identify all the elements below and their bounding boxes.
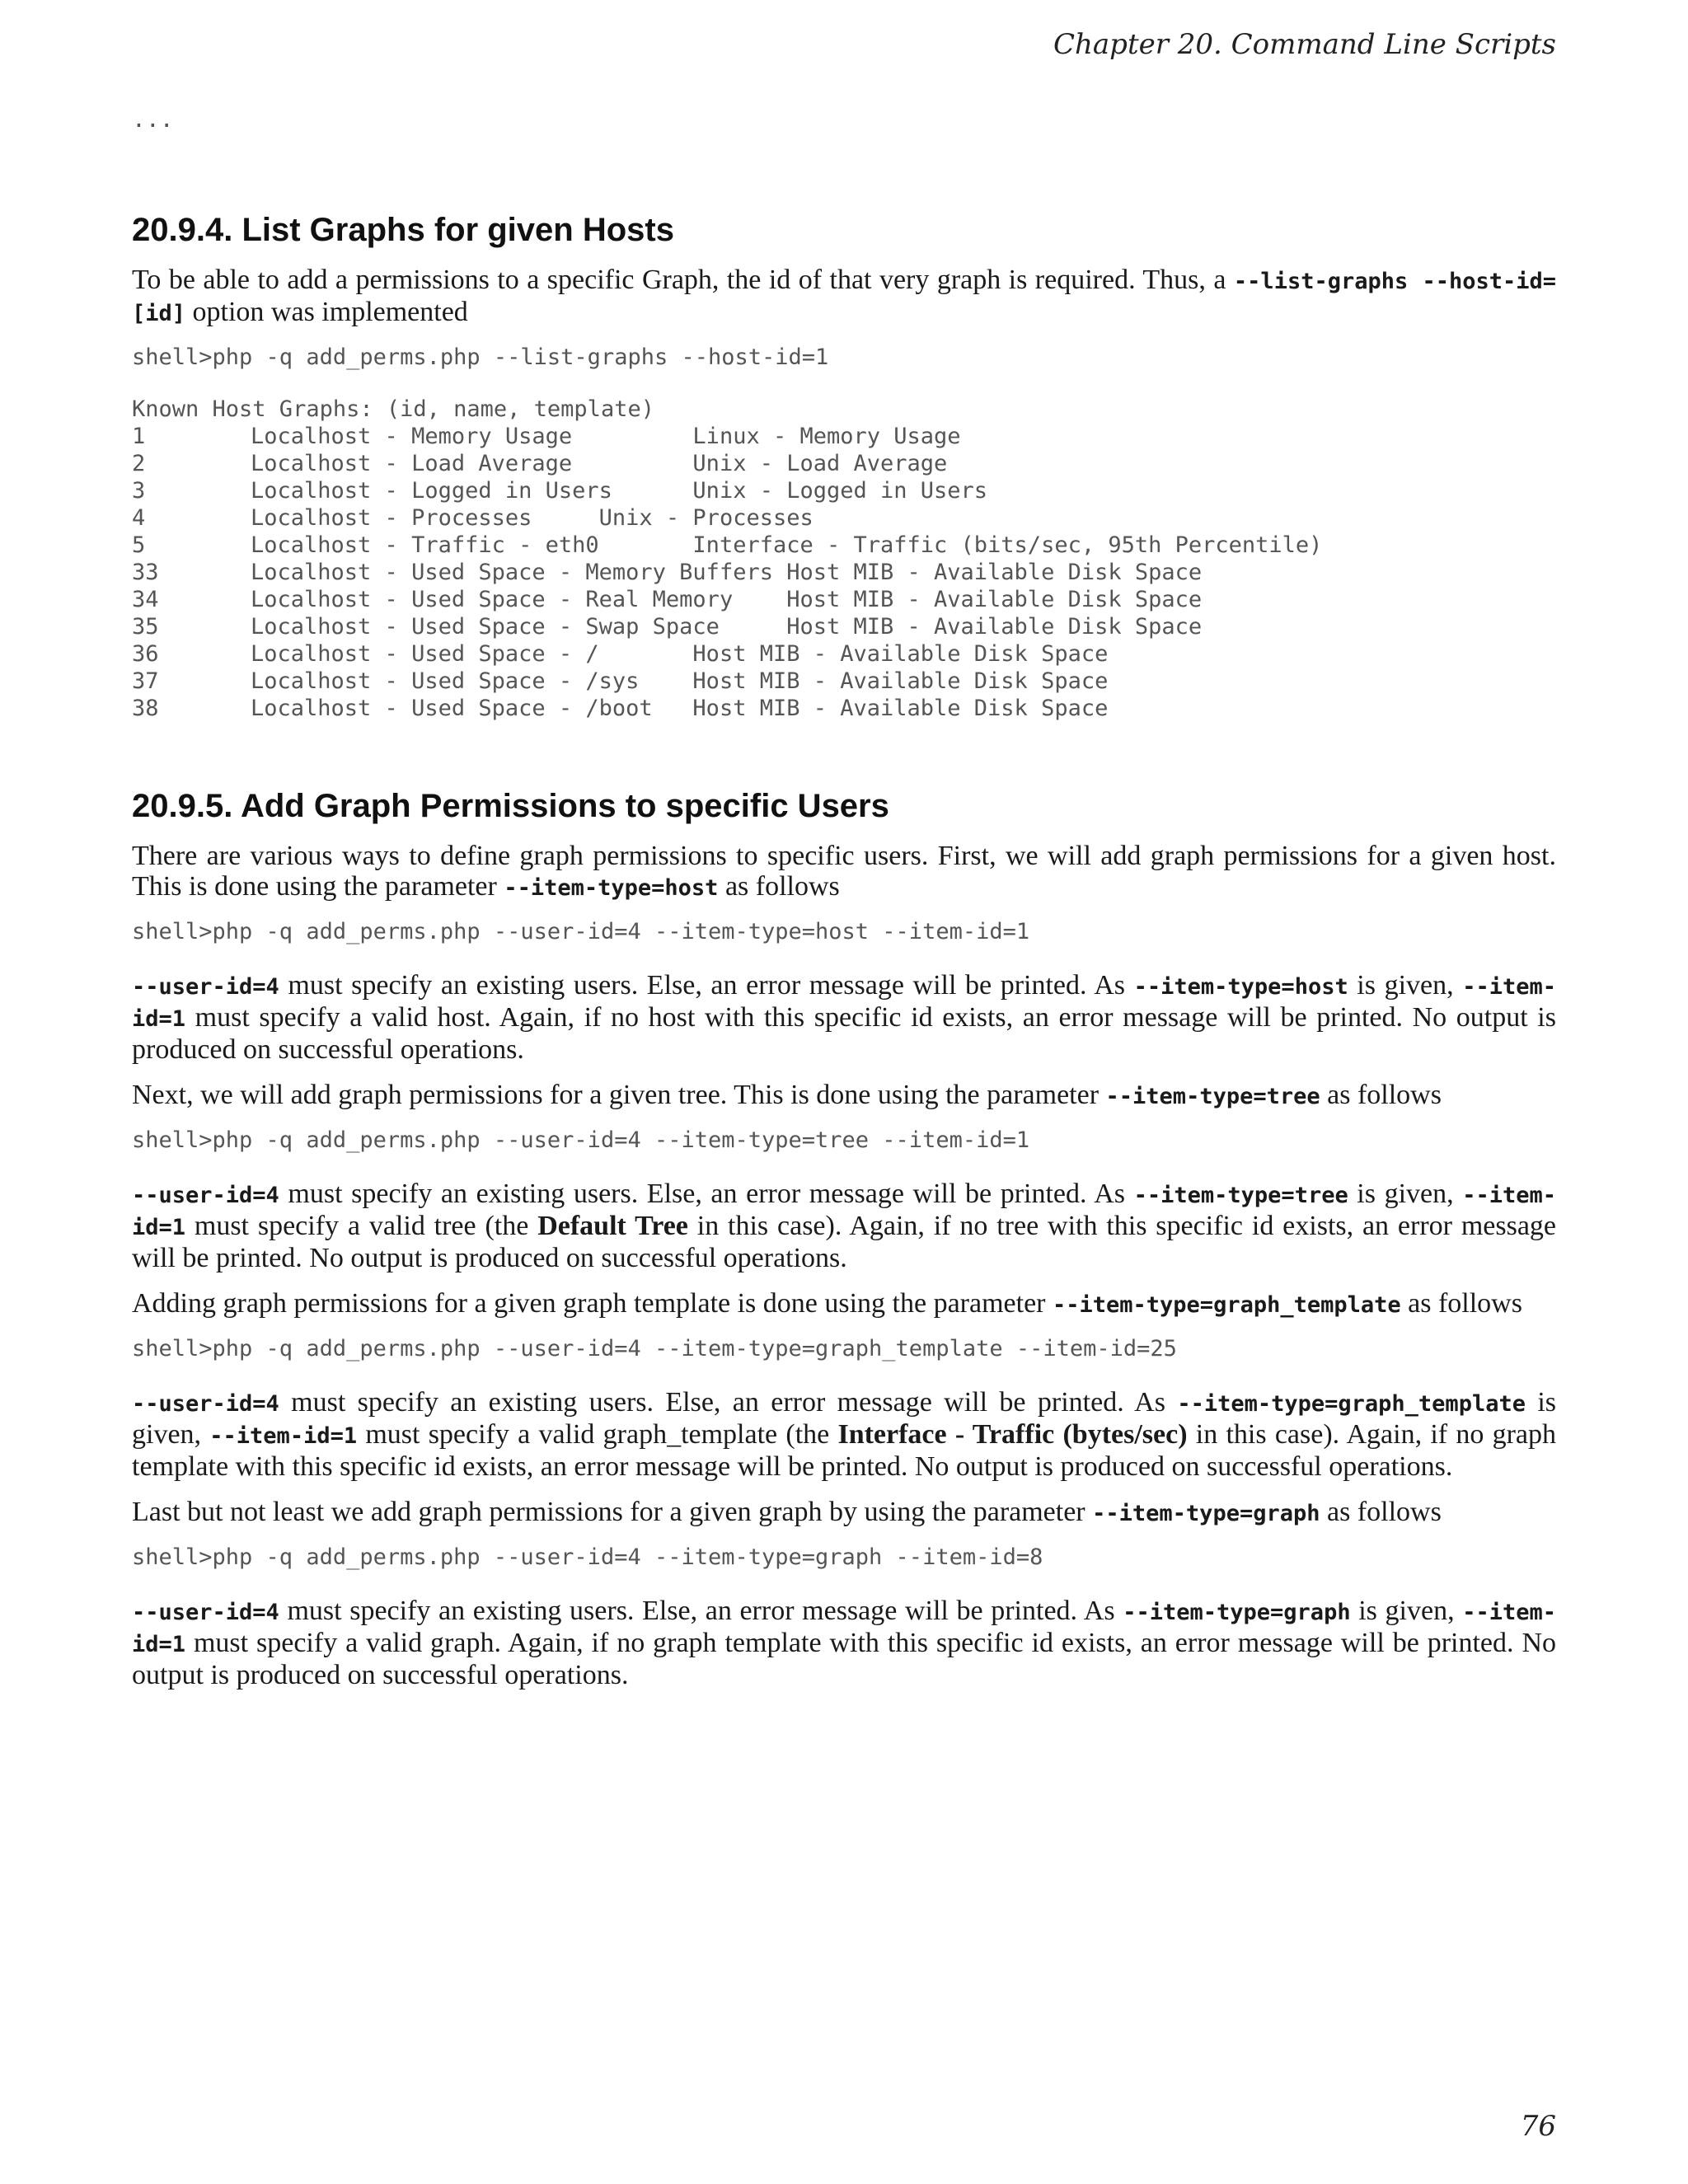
listing-row-id: 35 [132, 614, 159, 640]
listing-row [132, 559, 1556, 586]
page-number: 76 [1520, 2110, 1556, 2143]
listing-row-text: Localhost - Used Space - /sys Host MIB - Available Disk Space [251, 668, 1109, 694]
listing-row-text: Localhost - Used Space - Swap Space Host MIB - Available Disk Space [251, 614, 1203, 640]
listing-header: Known Host Graphs: (id, name, template) [132, 396, 654, 422]
listing-row-id: 1 [132, 424, 146, 449]
section-heading-add-permissions: 20.9.5. Add Graph Permissions to specific Users [132, 788, 889, 824]
listing-row-id: 33 [132, 560, 159, 585]
listing-row-id: 5 [132, 532, 146, 558]
listing-row-id: 36 [132, 641, 159, 667]
code-block-list-graphs: shell>php -q add_perms.php --list-graphs --host-id=1 [132, 344, 829, 370]
code-block-graph: shell>php -q add_perms.php --user-id=4 --item-type=graph --item-id=8 [132, 1544, 1043, 1570]
listing-row-text: Localhost - Used Space - Memory Buffers Host MIB - Available Disk Space [251, 560, 1203, 585]
paragraph-intro: To be able to add a permissions to a specific Graph, the id of that very graph is required. Thus, a --list-graphs --host-id=[id] option was implemented [132, 265, 1557, 327]
document-page [132, 0, 1556, 2184]
listing-row [132, 532, 1556, 559]
inline-code: --item-type=host [504, 875, 719, 901]
running-header: Chapter 20. Command Line Scripts [1053, 28, 1556, 61]
paragraph-5: Adding graph permissions for a given graph template is done using the parameter --item-type=graph_template as follows [132, 1288, 1522, 1319]
paragraph-6: --user-id=4 must specify an existing users. Else, an error message will be printed. As --item-type=graph_template is given, --item-id=1 must specify a valid graph_template (the Interface - Traffic (bytes/sec) in this case). Again, if no graph template with this specific id exists, an error message will be printed. No output is produced on successful operations. [132, 1387, 1557, 1482]
listing-row-text: Localhost - Used Space - / Host MIB - Available Disk Space [251, 641, 1109, 667]
paragraph-1: There are various ways to define graph permissions to specific users. First, we will add graph permissions for a given host. This is done using the parameter --item-type=host as follows [132, 841, 1556, 902]
listing-row-text: Localhost - Load Average Unix - Load Average [251, 451, 948, 476]
code-block-host: shell>php -q add_perms.php --user-id=4 --item-type=host --item-id=1 [132, 919, 1030, 944]
listing-row-text: Localhost - Used Space - /boot Host MIB - Available Disk Space [251, 696, 1109, 721]
listing-row [132, 613, 1556, 640]
listing-row-text: Localhost - Logged in Users Unix - Logged in Users [251, 478, 988, 504]
listing-row-id: 38 [132, 696, 159, 721]
listing-row [132, 586, 1556, 613]
paragraph-4: --user-id=4 must specify an existing users. Else, an error message will be printed. As --item-type=tree is given, --item-id=1 must specify a valid tree (the Default Tree in this case). Again, if no tree with this specific id exists, an error message will be printed. No output is produced on successful operations. [132, 1179, 1557, 1273]
listing-row [132, 423, 1556, 450]
paragraph-7: Last but not least we add graph permissions for a given graph by using the parameter --item-type=graph as follows [132, 1497, 1442, 1527]
code-block-tree: shell>php -q add_perms.php --user-id=4 --item-type=tree --item-id=1 [132, 1127, 1030, 1153]
listing-row-id: 34 [132, 587, 159, 612]
code-block-graph-template: shell>php -q add_perms.php --user-id=4 --item-type=graph_template --item-id=25 [132, 1336, 1177, 1361]
listing-row [132, 695, 1556, 722]
listing-row-text: Localhost - Processes Unix - Processes [251, 505, 814, 531]
listing-row-id: 4 [132, 505, 146, 531]
listing-row-text: Localhost - Traffic - eth0 Interface - Traffic (bits/sec, 95th Percentile) [251, 532, 1323, 558]
listing-row-text: Localhost - Used Space - Real Memory Host MIB - Available Disk Space [251, 587, 1203, 612]
listing-row [132, 477, 1556, 504]
listing-row-id: 2 [132, 451, 146, 476]
paragraph-8: --user-id=4 must specify an existing users. Else, an error message will be printed. As --item-type=graph is given, --item-id=1 must specify a valid graph. Again, if no graph template with this specific id exists, an error message will be printed. No output is produced on successful operations. [132, 1596, 1557, 1690]
listing-row-text: Localhost - Memory Usage Linux - Memory Usage [251, 424, 961, 449]
listing-row [132, 450, 1556, 477]
paragraph-2: --user-id=4 must specify an existing users. Else, an error message will be printed. As --item-type=host is given, --item-id=1 must specify a valid host. Again, if no host with this specific id exists, an error message will be printed. No output is produced on successful operations. [132, 970, 1557, 1065]
listing-row [132, 504, 1556, 532]
graph-listing [132, 396, 1556, 722]
section-heading-list-graphs: 20.9.4. List Graphs for given Hosts [132, 212, 674, 248]
listing-row [132, 640, 1556, 668]
inline-code: --list-graphs --host-id=[id] [132, 269, 1557, 326]
listing-row-id: 3 [132, 478, 146, 504]
ellipsis: ... [132, 105, 174, 133]
paragraph-3: Next, we will add graph permissions for a given tree. This is done using the parameter --item-type=tree as follows [132, 1080, 1442, 1110]
listing-row [132, 668, 1556, 695]
page-content [132, 210, 1556, 1705]
listing-row-id: 37 [132, 668, 159, 694]
